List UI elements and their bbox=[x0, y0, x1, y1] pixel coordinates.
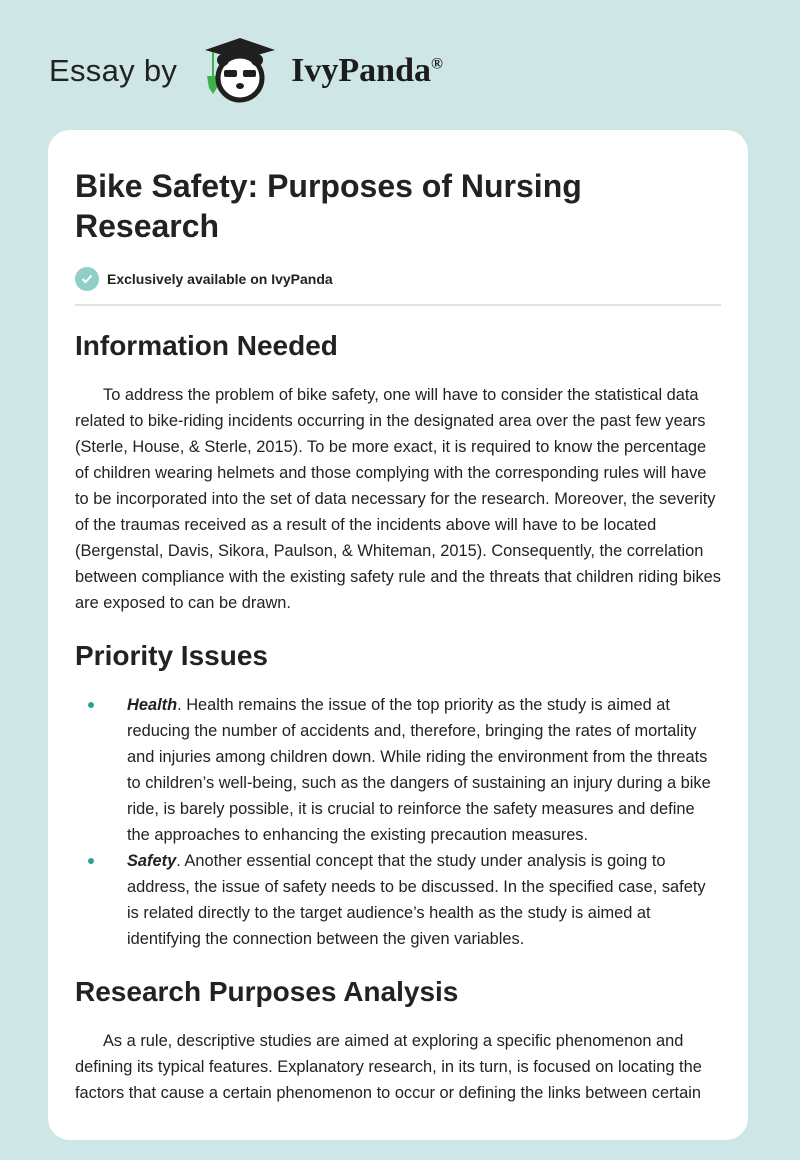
divider bbox=[75, 304, 721, 306]
list-item bbox=[127, 692, 721, 848]
site-header bbox=[49, 36, 443, 106]
article-card bbox=[48, 130, 748, 1140]
list-item-text: . Another essential concept that the study under analysis is going to address, the issue of safety needs to be discussed. In the specified case, safety is related directly to the target audience’s health as the study is aimed at identifying the connection between the given variables. bbox=[127, 852, 706, 948]
essay-by-label: Essay by bbox=[49, 53, 178, 88]
exclusive-badge bbox=[75, 266, 721, 292]
list-item bbox=[127, 848, 721, 952]
brand-text: IvyPanda bbox=[291, 52, 431, 89]
badge-text: Exclusively available on IvyPanda bbox=[107, 271, 333, 287]
section-heading: Information Needed bbox=[75, 330, 338, 361]
brand-name[interactable] bbox=[291, 52, 443, 90]
section-paragraph: As a rule, descriptive studies are aimed at exploring a specific phenomenon and defining its typical features. Explanatory research, in its turn, is focused on locating the factors that cause a certain phenomenon to occur or defining the links between certain bbox=[75, 1032, 702, 1102]
registered-mark: ® bbox=[431, 55, 443, 73]
list-item-term: Health bbox=[127, 696, 178, 714]
check-icon bbox=[75, 267, 99, 291]
section-paragraph: To address the problem of bike safety, one will have to consider the statistical data related to bike-riding incidents occurring in the designated area over the past few years (Sterle, House, & Sterle, 2015). To be more exact, it is required to know the percentage of children wearing helmets and those complying with the corresponding rules will have to be incorporated into the set of data necessary for the research. Moreover, the severity of the traumas received as a result of the incidents above will have to be located (Bergenstal, Davis, Sikora, Paulson, & Whiteman, 2015). Consequently, the correlation between compliance with the existing safety rule and the threats that children riding bikes are exposed to can be drawn. bbox=[75, 386, 721, 612]
list-item-term: Safety bbox=[127, 852, 177, 870]
list-item-text: . Health remains the issue of the top priority as the study is aimed at reducing the number of accidents and, therefore, bringing the rates of mortality and injuries among children down. While riding the environment from the threats to children’s well-being, such as the dangers of sustaining an injury during a bike ride, is barely possible, it is crucial to reinforce the safety measures and define the approaches to enhancing the existing precaution measures. bbox=[127, 696, 711, 844]
article-title: Bike Safety: Purposes of Nursing Research bbox=[75, 168, 582, 244]
priority-list bbox=[75, 692, 721, 952]
section-heading: Research Purposes Analysis bbox=[75, 976, 459, 1007]
section-heading: Priority Issues bbox=[75, 640, 268, 671]
ivypanda-logo-icon[interactable] bbox=[195, 36, 285, 106]
